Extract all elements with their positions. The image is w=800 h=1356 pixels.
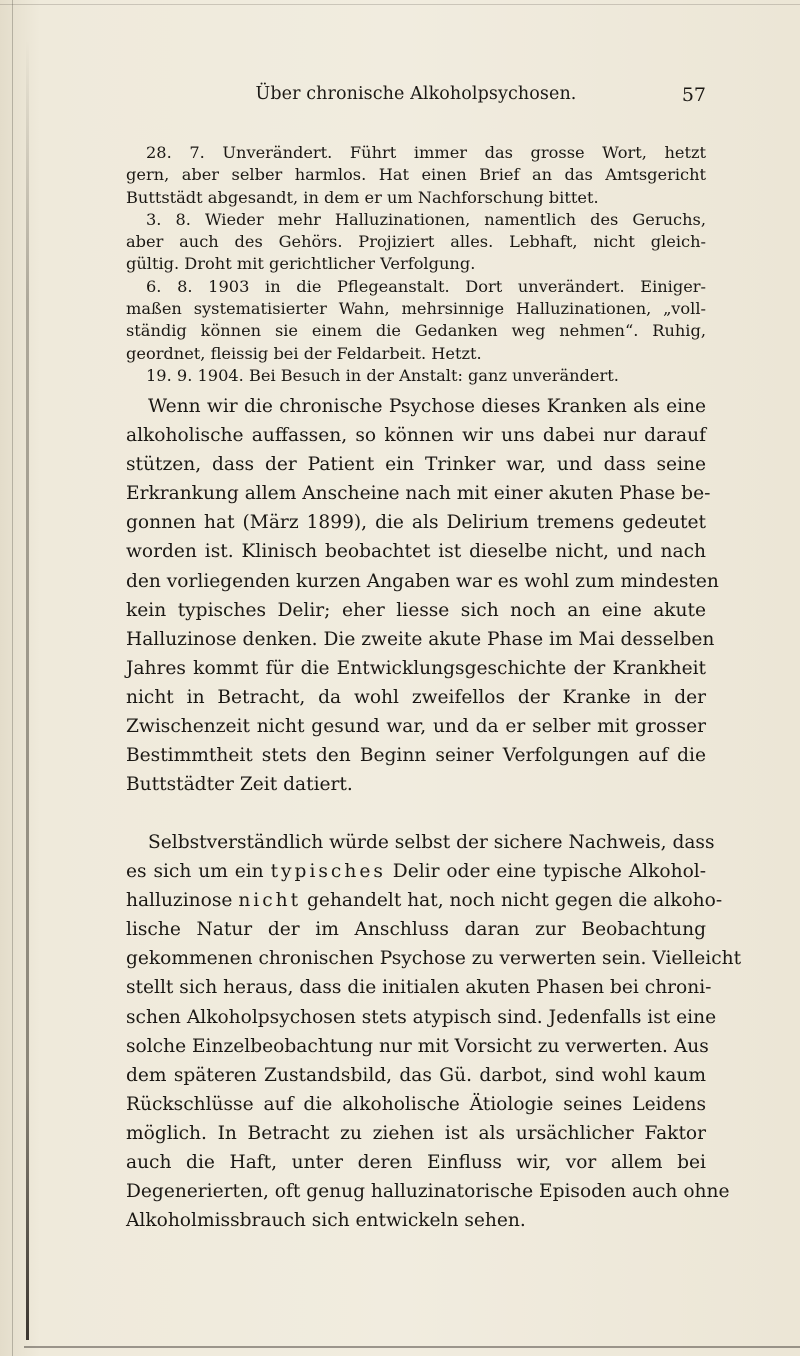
- entry-line: ständig können sie einem die Gedanken weg nehmen“. Ruhig,: [126, 321, 706, 341]
- paragraph-line: solche Einzelbeobachtung nur mit Vorsicht zu verwerten. Aus: [126, 1035, 709, 1057]
- paragraph-line: auch die Haft, unter deren Einfluss wir, vor allem bei: [126, 1152, 706, 1174]
- paragraph-line: nicht in Betracht, da wohl zweifellos der Kranke in der: [126, 686, 706, 708]
- paragraph-line: alkoholische auffassen, so können wir uns dabei nur darauf: [126, 425, 706, 447]
- paragraph-1: [126, 392, 719, 799]
- entry-line: maßen systematisierter Wahn, mehrsinnige Halluzinationen, „voll-: [126, 299, 706, 319]
- paragraph-line: [126, 857, 706, 886]
- entry-line: gültig. Droht mit gerichtlicher Verfolgung.: [126, 254, 476, 274]
- paragraph-line: Wenn wir die chronische Psychose dieses Kranken als eine: [148, 396, 706, 417]
- entry-line: 3. 8. Wieder mehr Halluzinationen, namentlich des Geruchs,: [146, 209, 706, 229]
- paragraph-line: Bestimmtheit stets den Beginn seiner Verfolgungen auf die: [126, 745, 706, 767]
- paragraph-line: worden ist. Klinisch beobachtet ist dieselbe nicht, und nach: [126, 541, 706, 563]
- paragraph-line: kein typisches Delir; eher liesse sich noch an eine akute: [126, 599, 706, 621]
- paragraph-line: Buttstädter Zeit datiert.: [126, 774, 353, 796]
- text-run: Delir oder eine typische Alkohol-: [392, 861, 706, 883]
- paragraph-line: dem späteren Zustandsbild, das Gü. darbot, sind wohl kaum: [126, 1064, 706, 1086]
- paragraph-line: gonnen hat (März 1899), die als Delirium tremens gedeutet: [126, 512, 706, 534]
- case-entries: [126, 142, 706, 387]
- paragraph-line: Degenerierten, oft genug halluzinatorische Episoden auch ohne: [126, 1181, 730, 1203]
- paragraph-line: Erkrankung allem Anscheine nach mit einer akuten Phase be-: [126, 483, 711, 505]
- page-bottom-edge: [24, 1346, 800, 1348]
- entry-line: 19. 9. 1904. Bei Besuch in der Anstalt: ganz unverändert.: [146, 365, 619, 385]
- paragraph-line: lische Natur der im Anschluss daran zur Beobachtung: [126, 919, 706, 941]
- paragraph-line: gekommenen chronischen Psychose zu verwerten sein. Vielleicht: [126, 948, 742, 970]
- paragraph-line: stellt sich heraus, dass die initialen akuten Phasen bei chroni-: [126, 977, 712, 999]
- paragraph-line: Zwischenzeit nicht gesund war, und da er selber mit grosser: [126, 716, 706, 738]
- paragraph-line: Jahres kommt für die Entwicklungsgeschichte der Krankheit: [126, 657, 706, 679]
- text-run: es sich um ein: [126, 861, 264, 883]
- paragraph-line: [126, 886, 723, 915]
- paragraph-2: [126, 828, 742, 1235]
- entry-line: Buttstädt abgesandt, in dem er um Nachforschung bittet.: [126, 187, 599, 207]
- page-number: 57: [681, 84, 706, 106]
- paragraph-line: stützen, dass der Patient ein Trinker war, und dass seine: [126, 454, 706, 476]
- paragraph-line: Alkoholmissbrauch sich entwickeln sehen.: [126, 1210, 526, 1232]
- entry-line: 28. 7. Unverändert. Führt immer das grosse Wort, hetzt: [146, 143, 706, 162]
- entry-line: 6. 8. 1903 in die Pflegeanstalt. Dort unverändert. Einiger-: [146, 276, 706, 296]
- paragraph-line: schen Alkoholpsychosen stets atypisch sind. Jedenfalls ist eine: [126, 1006, 717, 1028]
- paragraph-line: Rückschlüsse auf die alkoholische Ätiologie seines Leidens: [126, 1093, 706, 1115]
- running-head: Über chronische Alkoholpsychosen.: [255, 84, 577, 104]
- entry-line: aber auch des Gehörs. Projiziert alles. Lebhaft, nicht gleich-: [126, 232, 706, 252]
- emphasized-word: nicht: [238, 890, 302, 912]
- entry-line: geordnet, fleissig bei der Feldarbeit. Hetzt.: [126, 343, 482, 363]
- entry-line: gern, aber selber harmlos. Hat einen Brief an das Amtsgericht: [126, 165, 706, 185]
- binding-shadow: [26, 40, 29, 1340]
- page-header: [126, 84, 706, 114]
- paragraph-line: möglich. In Betracht zu ziehen ist als ursächlicher Faktor: [126, 1122, 706, 1144]
- paragraph-line: Halluzinose denken. Die zweite akute Phase im Mai desselben: [126, 628, 715, 650]
- paragraph-line: Selbstverständlich würde selbst der sichere Nachweis, dass: [148, 832, 715, 853]
- binding-edge: [12, 0, 13, 1356]
- text-run: halluzinose: [126, 890, 233, 912]
- text-run: gehandelt hat, noch nicht gegen die alkoho-: [307, 890, 723, 912]
- page-edge-line: [0, 4, 800, 5]
- emphasized-word: typisches: [270, 861, 386, 883]
- paragraph-line: den vorliegenden kurzen Angaben war es wohl zum mindesten: [126, 570, 719, 592]
